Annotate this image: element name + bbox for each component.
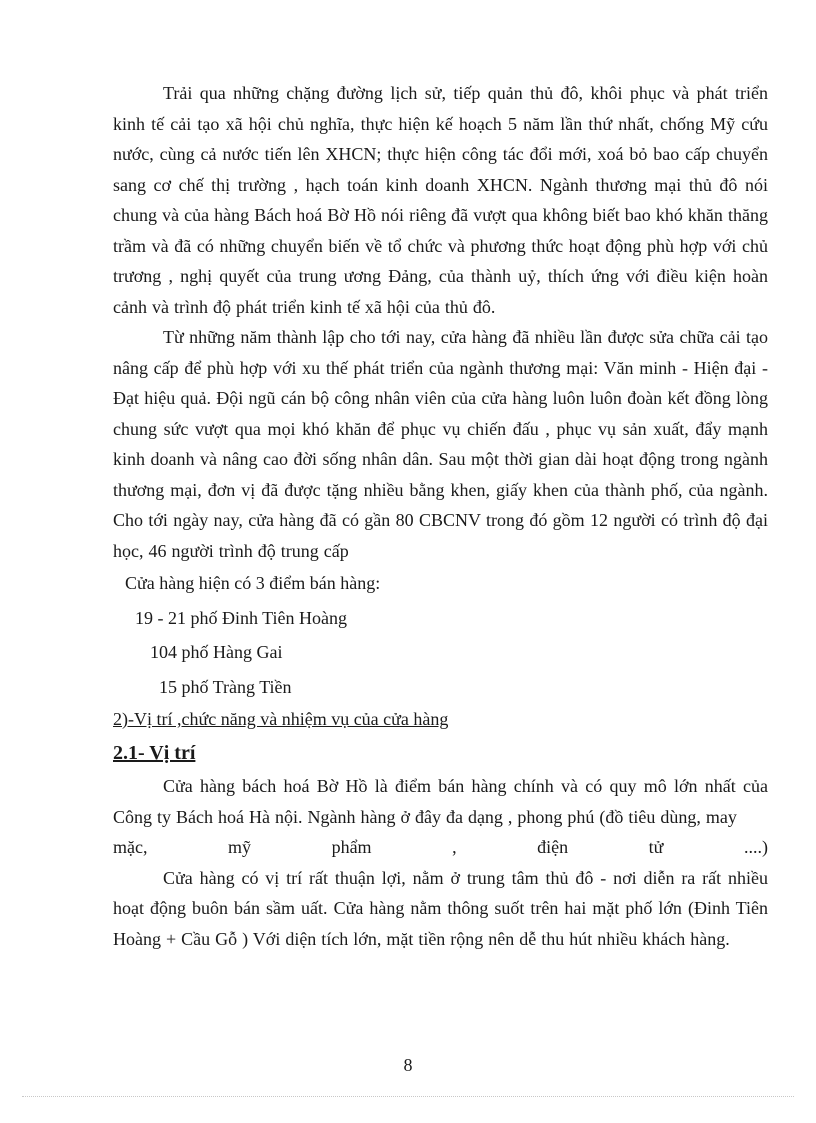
section-heading: 2)-Vị trí ,chức năng và nhiệm vụ của cửa hàng — [113, 709, 449, 729]
page-number: 8 — [403, 1055, 413, 1075]
paragraph-development: Từ những năm thành lập cho tới nay, cửa hàng đã nhiều lần được sửa chữa cải tạo nâng cấp để phù hợp với xu thế phát triển của ngành thương mại: Văn minh - Hiện đại - Đạt hiệu quả. Đội ngũ cán bộ công nhân viên của cửa hàng luôn luôn đoàn kết đồng lòng chung sức vượt qua mọi khó khăn để phục vụ chiến đấu , phục vụ sản xuất, đẩy mạnh kinh doanh và nâng cao đời sống nhân dân. Sau một thời gian dài hoạt động trong ngành thương mại, đơn vị đã được tặng nhiều bằng khen, giấy khen của thành phố, của ngành. Cho tới ngày nay, cửa hàng đã có gần 80 CBCNV trong đó gồm 12 người có trình độ đại học, 46 người trình độ trung cấp — [113, 327, 768, 561]
paragraph-location-advantage: Cửa hàng có vị trí rất thuận lợi, nằm ở trung tâm thủ đô - nơi diễn ra rất nhiều hoạt động buôn bán sầm uất. Cửa hàng nằm thông suốt trên hai mặt phố lớn (Đinh Tiên Hoàng + Cầu Gỗ ) Với diện tích lớn, mặt tiền rộng nên dễ thu hút nhiều khách hàng. — [113, 867, 768, 949]
spread-word: tử — [648, 837, 664, 857]
paragraph-location-main: Cửa hàng bách hoá Bờ Hồ là điểm bán hàng chính và có quy mô lớn nhất của Công ty Bách hoá Hà nội. Ngành hàng ở đây đa dạng , phong phú (đồ tiêu dùng, may — [113, 776, 768, 827]
page-content — [113, 78, 768, 954]
spread-word: mặc, — [113, 837, 148, 857]
spread-word: điện — [537, 837, 569, 857]
sales-point-item-1: 19 - 21 phố Đinh Tiên Hoàng — [135, 607, 348, 628]
paragraph-location-spread-line — [113, 832, 768, 863]
spread-word: phẩm — [331, 837, 372, 857]
spread-word: ....) — [743, 837, 768, 857]
sales-points-intro: Cửa hàng hiện có 3 điểm bán hàng: — [125, 573, 381, 593]
spread-word: , — [452, 837, 457, 857]
sales-point-item-3: 15 phố Tràng Tiền — [159, 676, 292, 697]
sales-point-item-2: 104 phố Hàng Gai — [150, 642, 283, 662]
subsection-heading: 2.1- Vị trí — [113, 742, 196, 764]
spread-word: mỹ — [228, 837, 252, 857]
page-footer-divider — [22, 1096, 794, 1097]
paragraph-history: Trải qua những chặng đường lịch sử, tiếp quản thủ đô, khôi phục và phát triển kinh tế cải tạo xã hội chủ nghĩa, thực hiện kế hoạch 5 năm lần thứ nhất, chống Mỹ cứu nước, cùng cả nước tiến lên XHCN; thực hiện công tác đổi mới, xoá bỏ bao cấp chuyển sang cơ chế thị trường , hạch toán kinh doanh XHCN. Ngành thương mại thủ đô nói chung và của hàng Bách hoá Bờ Hồ nói riêng đã vượt qua không biết bao khó khăn thăng trầm và đã có những chuyển biến về tổ chức và phương thức hoạt động phù hợp với chủ trương , nghị quyết của trung ương Đảng, của thành uỷ, thích ứng với điều kiện hoàn cảnh và trình độ phát triển kinh tế xã hội của thủ đô. — [113, 83, 768, 317]
